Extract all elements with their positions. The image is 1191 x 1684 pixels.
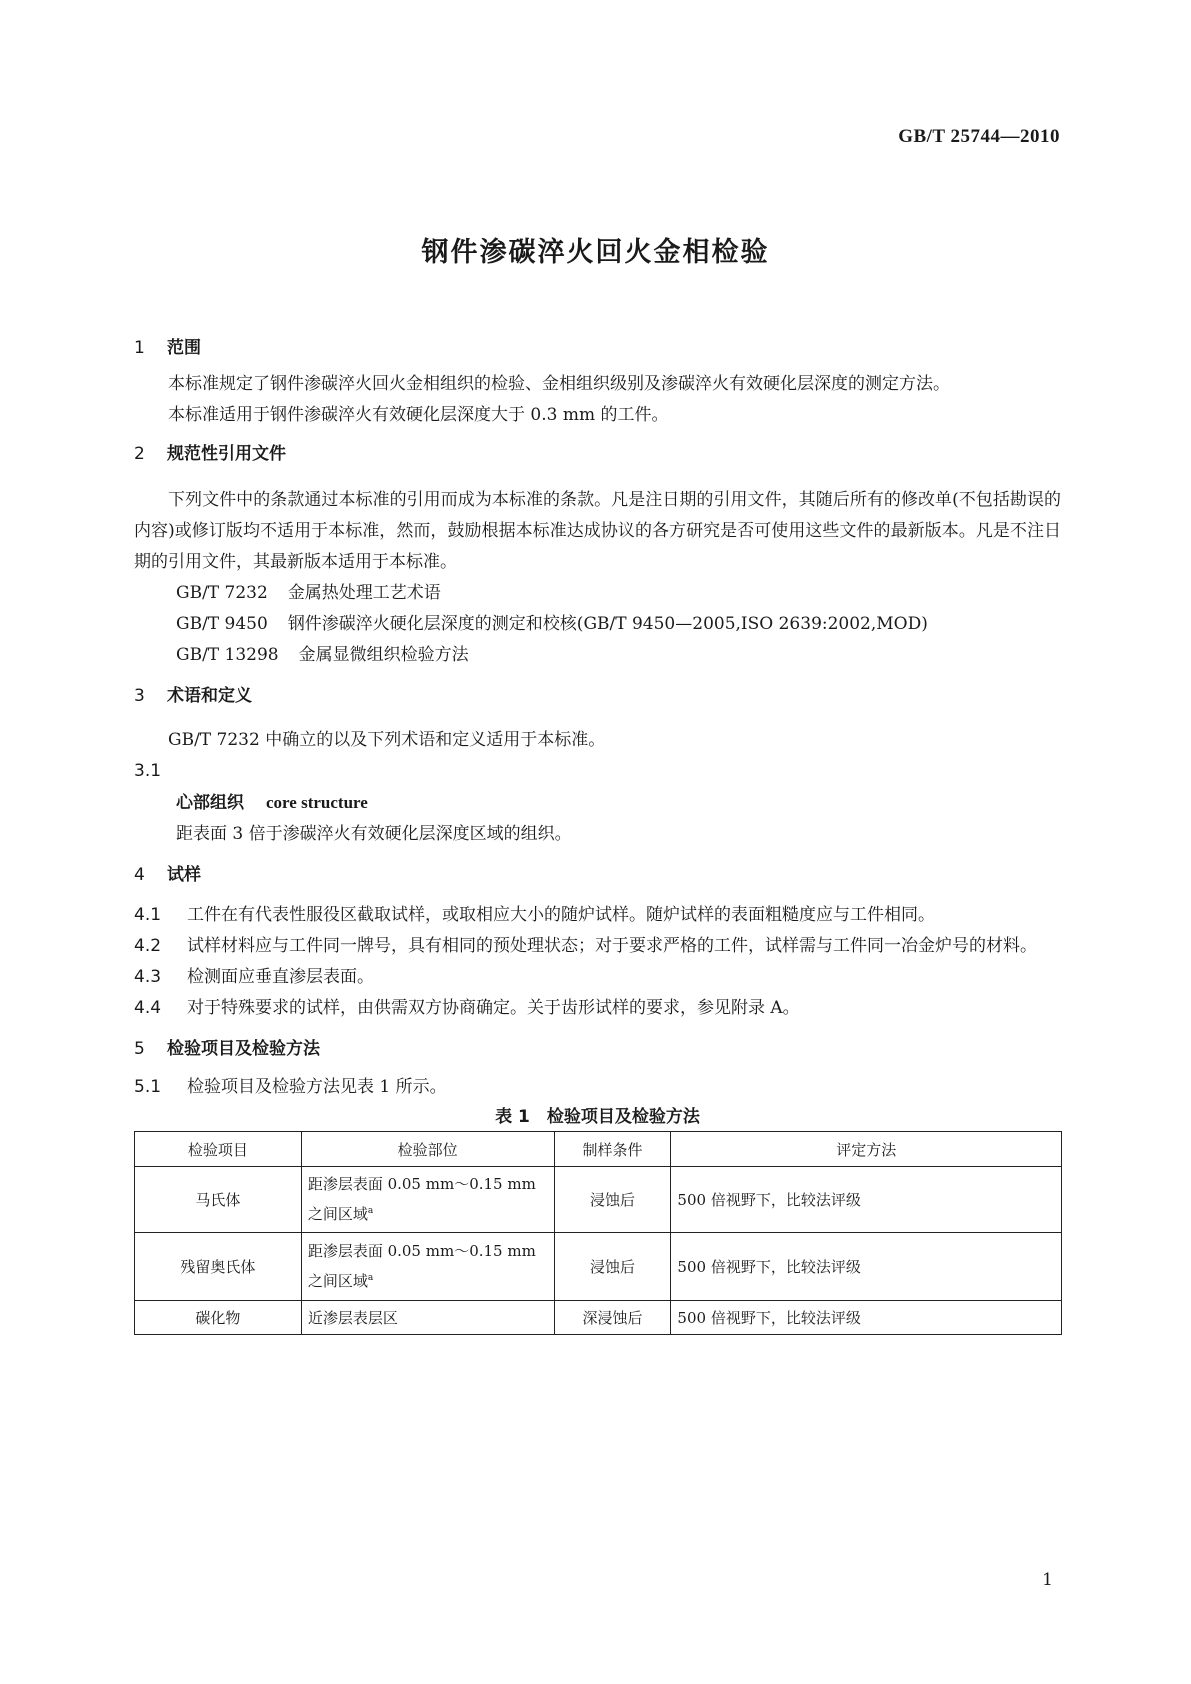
clause [134, 900, 1061, 931]
location-text: 距渗层表面 0.05 mm～0.15 mm 之间区域 [307, 1242, 536, 1290]
table-cell-item: 马氏体 [135, 1167, 302, 1233]
reference-item [134, 578, 1061, 609]
footnote-mark: a [367, 1273, 374, 1283]
document-body [134, 337, 1061, 1335]
term-chinese: 心部组织 [176, 793, 244, 813]
inspection-table [134, 1131, 1062, 1335]
table-row [135, 1301, 1062, 1335]
reference-title: 金属热处理工艺术语 [287, 583, 441, 603]
terms-paragraph: GB/T 7232 中确立的以及下列术语和定义适用于本标准。 [168, 730, 606, 750]
table-header-cell: 评定方法 [671, 1132, 1062, 1167]
table-cell-location [301, 1167, 554, 1233]
section-number: 1 [134, 338, 145, 358]
section-heading-terms [134, 685, 1061, 707]
scope-paragraph-1: 本标准规定了钢件渗碳淬火回火金相组织的检验、金相组织级别及渗碳淬火有效硬化层深度的测定方法。 [168, 374, 950, 394]
table-cell-item: 残留奥氏体 [135, 1233, 302, 1301]
section-title: 试样 [167, 865, 201, 885]
clause [134, 1072, 1061, 1103]
table-caption: 表 1 检验项目及检验方法 [495, 1107, 700, 1127]
section-number: 3 [134, 686, 145, 706]
clause-text: 检测面应垂直渗层表面。 [187, 967, 374, 987]
section-heading-scope [134, 337, 1061, 359]
section-heading-inspection [134, 1038, 1061, 1060]
clause-number: 4.3 [134, 967, 162, 987]
clause-text: 对于特殊要求的试样，由供需双方协商确定。关于齿形试样的要求，参见附录 A。 [187, 998, 800, 1018]
section-number: 5 [134, 1039, 145, 1059]
table-cell-method: 500 倍视野下，比较法评级 [671, 1301, 1062, 1335]
table-row [135, 1233, 1062, 1301]
table-cell-location: 近渗层表层区 [301, 1301, 554, 1335]
table-cell-method: 500 倍视野下，比较法评级 [671, 1233, 1062, 1301]
reference-title: 金属显微组织检验方法 [298, 645, 469, 665]
table-header-cell: 制样条件 [554, 1132, 671, 1167]
clause-text: 工件在有代表性服役区截取试样，或取相应大小的随炉试样。随炉试样的表面粗糙度应与工件相同。 [187, 905, 935, 925]
section-title: 范围 [167, 338, 201, 358]
standard-number: GB/T 25744—2010 [898, 126, 1060, 147]
term-number: 3.1 [134, 761, 162, 781]
table-header-cell: 检验项目 [135, 1132, 302, 1167]
page-number: 1 [1042, 1570, 1053, 1590]
term-entry [134, 787, 1061, 819]
table-cell-prep: 浸蚀后 [554, 1167, 671, 1233]
clause-number: 4.1 [134, 905, 162, 925]
section-title: 规范性引用文件 [167, 444, 286, 464]
page-title: 钢件渗碳淬火回火金相检验 [421, 237, 770, 268]
reference-code: GB/T 13298 [176, 645, 279, 665]
table-row [135, 1167, 1062, 1233]
term-definition: 距表面 3 倍于渗碳淬火有效硬化层深度区域的组织。 [176, 824, 572, 844]
location-text: 距渗层表面 0.05 mm～0.15 mm 之间区域 [307, 1175, 536, 1223]
clause-number: 4.2 [134, 936, 162, 956]
section-number: 2 [134, 444, 145, 464]
table-cell-method: 500 倍视野下，比较法评级 [671, 1167, 1062, 1233]
table-cell-prep: 浸蚀后 [554, 1233, 671, 1301]
reference-item [134, 640, 1061, 671]
table-header-row [135, 1132, 1062, 1167]
section-title: 检验项目及检验方法 [167, 1039, 320, 1059]
reference-item [134, 609, 1061, 640]
clause-number: 5.1 [134, 1077, 162, 1097]
table-cell-location [301, 1233, 554, 1301]
section-title: 术语和定义 [167, 686, 252, 706]
section-number: 4 [134, 865, 145, 885]
clause [134, 931, 1061, 962]
section-heading-normative-references [134, 443, 1061, 465]
reference-title: 钢件渗碳淬火硬化层深度的测定和校核(GB/T 9450—2005,ISO 2639:2002,MOD) [287, 614, 928, 634]
clause-number: 4.4 [134, 998, 162, 1018]
table-cell-prep: 深浸蚀后 [554, 1301, 671, 1335]
section-heading-specimen [134, 864, 1061, 886]
clause [134, 993, 1061, 1024]
references-paragraph: 下列文件中的条款通过本标准的引用而成为本标准的条款。凡是注日期的引用文件，其随后所有的修改单(不包括勘误的内容)或修订版均不适用于本标准，然而，鼓励根据本标准达成协议的各方研究是否可使用这些文件的最新版本。凡是不注日期的引用文件，其最新版本适用于本标准。 [134, 490, 1061, 572]
table-cell-item: 碳化物 [135, 1301, 302, 1335]
clause-text: 试样材料应与工件同一牌号，具有相同的预处理状态；对于要求严格的工件，试样需与工件同一冶金炉号的材料。 [187, 936, 1037, 956]
scope-paragraph-2: 本标准适用于钢件渗碳淬火有效硬化层深度大于 0.3 mm 的工件。 [168, 405, 669, 425]
reference-code: GB/T 7232 [176, 583, 268, 603]
clause [134, 962, 1061, 993]
clause-text: 检验项目及检验方法见表 1 所示。 [187, 1077, 447, 1097]
term-english: core structure [266, 793, 368, 812]
reference-code: GB/T 9450 [176, 614, 268, 634]
table-header-cell: 检验部位 [301, 1132, 554, 1167]
footnote-mark: a [367, 1206, 374, 1216]
